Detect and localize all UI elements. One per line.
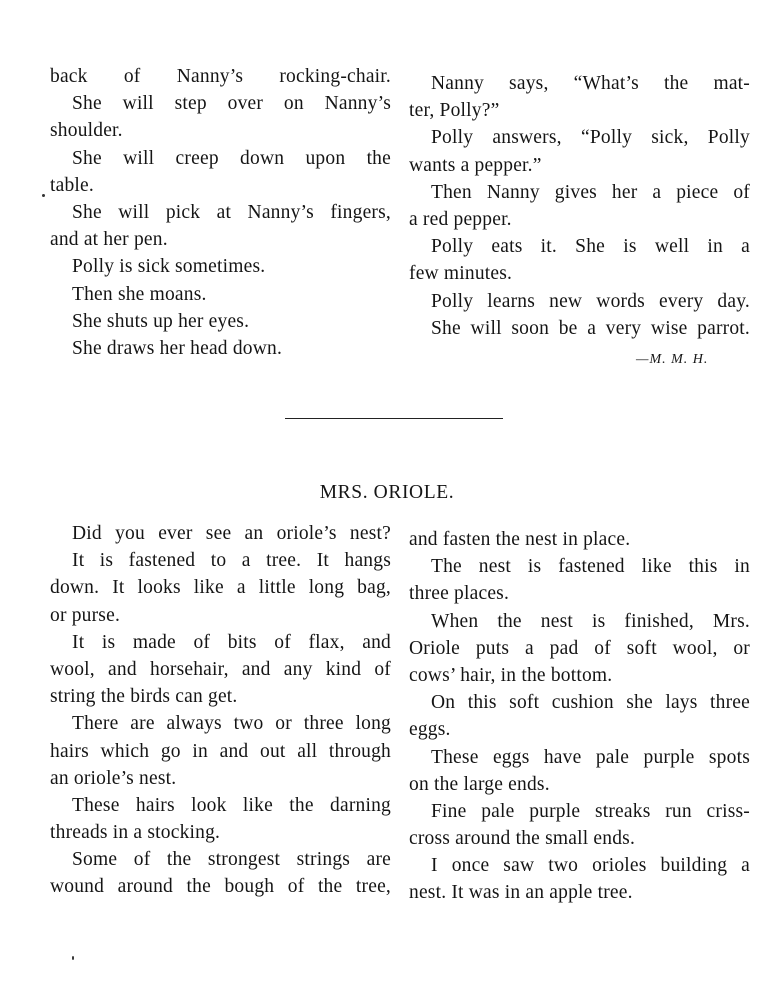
text-line: These hairs look like the darning — [72, 794, 391, 816]
text-line: She draws her head down. — [72, 337, 283, 359]
text-line: few minutes. — [409, 263, 513, 285]
text-line: hairs which go in and out all through — [50, 740, 391, 762]
text-line: down. It looks like a little long bag, — [50, 577, 391, 599]
text-line: cross around the small ends. — [409, 828, 636, 850]
text-line: Then Nanny gives her a piece of — [431, 181, 750, 203]
text-line: She will creep down upon the — [72, 147, 391, 169]
text-line: I once saw two orioles building a — [431, 855, 750, 877]
text-line: or purse. — [50, 604, 121, 626]
section-divider — [285, 418, 503, 419]
text-line: wants a pepper.” — [409, 154, 542, 176]
text-line: She will step over on Nanny’s — [72, 93, 391, 115]
top-right-column — [409, 70, 750, 342]
text-line: and fasten the nest in place. — [409, 529, 631, 550]
text-line: Polly is sick sometimes. — [72, 256, 266, 278]
text-line: table. — [50, 174, 94, 196]
story-title: MRS. ORIOLE. — [319, 482, 455, 503]
story-left-column — [50, 520, 391, 901]
text-line: on the large ends. — [409, 773, 550, 795]
text-line: Polly learns new words every day. — [431, 290, 750, 312]
text-line: an oriole’s nest. — [50, 767, 177, 789]
text-line: ter, Polly?” — [409, 100, 500, 122]
text-line: three places. — [409, 583, 510, 605]
text-line: Did you ever see an oriole’s nest? — [72, 523, 391, 544]
text-line: Polly eats it. She is well in a — [431, 236, 750, 258]
speck — [72, 956, 74, 960]
text-line: It is made of bits of flax, and — [72, 631, 391, 653]
speck — [42, 194, 45, 197]
text-line: cows’ hair, in the bottom. — [409, 664, 613, 686]
text-line: It is fastened to a tree. It hangs — [72, 550, 391, 572]
top-left-column — [50, 63, 391, 362]
text-line: These eggs have pale purple spots — [431, 746, 750, 768]
text-line: She shuts up her eyes. — [72, 310, 250, 332]
text-line: There are always two or three long — [72, 713, 391, 735]
text-line: back of Nanny’s rocking-chair. — [50, 66, 391, 87]
text-line: string the birds can get. — [50, 686, 238, 708]
text-line: eggs. — [409, 719, 451, 741]
text-line: Nanny says, “What’s the mat- — [431, 73, 750, 94]
text-line: Then she moans. — [72, 283, 207, 305]
text-line: wound around the bough of the tree, — [50, 876, 391, 898]
story-right-column — [409, 526, 750, 907]
text-line: The nest is fastened like this in — [431, 556, 750, 578]
text-line: and at her pen. — [50, 229, 168, 251]
text-line: nest. It was in an apple tree. — [409, 882, 633, 904]
text-line: shoulder. — [50, 120, 123, 142]
author-signature: —M. M. H. — [636, 352, 709, 367]
text-line: a red pepper. — [409, 208, 512, 230]
text-line: Fine pale purple streaks run criss- — [431, 800, 750, 822]
text-line: Polly answers, “Polly sick, Polly — [431, 127, 750, 149]
text-line: wool, and horsehair, and any kind of — [50, 658, 391, 680]
text-line: She will pick at Nanny’s fingers, — [72, 201, 391, 223]
text-line: Oriole puts a pad of soft wool, or — [409, 637, 750, 659]
text-line: When the nest is finished, Mrs. — [431, 610, 750, 632]
text-line: threads in a stocking. — [50, 822, 221, 844]
text-line: On this soft cushion she lays three — [431, 692, 750, 714]
text-line: She will soon be a very wise parrot. — [431, 317, 750, 339]
text-line: Some of the strongest strings are — [72, 849, 391, 871]
